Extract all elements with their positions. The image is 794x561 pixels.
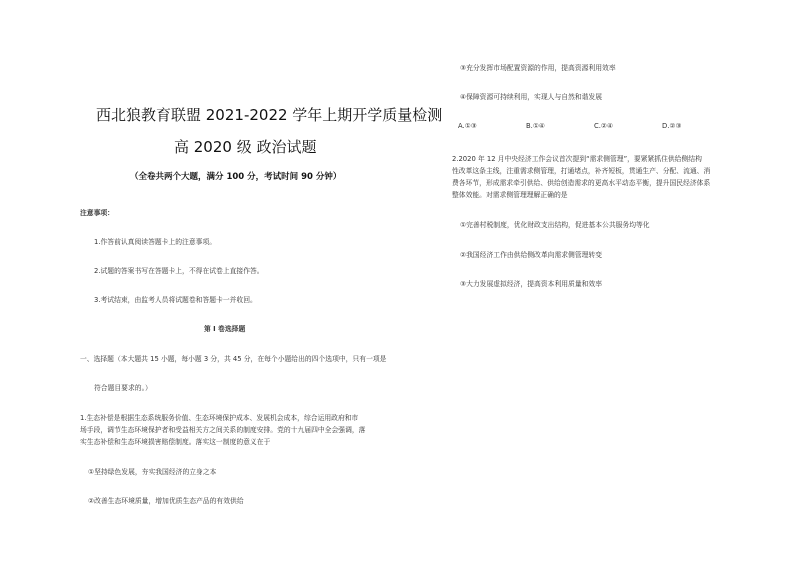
question-1-line: 实生态补偿和生态环境损害赔偿制度。落实这一制度的意义在于 <box>80 438 271 446</box>
section-title: 第 I 卷选择题 <box>204 325 246 333</box>
question-1-line: 场手段，调节生态环境保护者和受益相关方之间关系的制度安排。党的十九届四中全会强调，落 <box>80 426 366 434</box>
question-2-line: 性改革这条主线，注重需求侧管理，打通堵点，补齐短板，贯通生产、分配、流通、消 <box>452 167 711 175</box>
notice-heading: 注意事项： <box>80 209 114 217</box>
question-2-option: ②我国经济工作由供给侧改革向需求侧管理转变 <box>460 251 603 259</box>
notice-item: 2.试题的答案书写在答题卡上，不得在试卷上直接作答。 <box>94 267 264 275</box>
question-2-line: 费各环节，形成需求牵引供给、供给创造需求的更高水平动态平衡，提升国民经济体系 <box>452 179 711 187</box>
question-2-option: ①完善村税制度，优化财政支出结构，促进基本公共服务均等化 <box>460 221 650 229</box>
question-1-choice-a: A.①③ <box>458 122 477 130</box>
question-1-choice-b: B.①④ <box>526 122 546 130</box>
question-2-line: 2.2020 年 12 月中央经济工作会议首次提到“需求侧管理”，要紧紧抓住供给侧结构 <box>452 155 702 163</box>
section-instruction: 一、选择题（本大题共 15 小题，每小题 3 分，共 45 分，在每个小题给出的四个选项中，只有一项是 <box>80 355 387 363</box>
question-1-option: ①坚持绿色发展，夯实我国经济的立身之本 <box>88 468 217 476</box>
question-1-option: ④保障资源可持续利用，实现人与自然和谐发展 <box>460 93 603 101</box>
question-1-option: ③充分发挥市场配置资源的作用，提高资源利用效率 <box>460 64 616 72</box>
question-1-line: 1.生态补偿是根据生态系统服务价值、生态环境保护成本、发展机会成本，综合运用政府和市 <box>80 414 359 422</box>
question-1-choice-d: D.②③ <box>662 122 682 130</box>
question-1-option: ②改善生态环境质量，增加优质生态产品的有效供给 <box>88 497 244 505</box>
question-1-choice-c: C.②④ <box>594 122 614 130</box>
section-instruction-cont: 符合题目要求的。） <box>94 384 152 392</box>
question-2-option: ③大力发展虚拟经济，提高资本利用质量和效率 <box>460 280 603 288</box>
exam-info: （全卷共两个大题，满分 100 分，考试时间 90 分钟） <box>130 172 342 182</box>
exam-title: 西北狼教育联盟 2021-2022 学年上期开学质量检测 <box>96 106 443 124</box>
question-2-line: 整体效能。对需求侧管理理解正确的是 <box>452 191 568 199</box>
notice-item: 1.作答前认真阅读答题卡上的注意事项。 <box>94 238 217 246</box>
notice-item: 3.考试结束，由监考人员将试题卷和答题卡一并收回。 <box>94 296 257 304</box>
exam-grade-subject: 高 2020 级 政治试题 <box>174 138 317 156</box>
